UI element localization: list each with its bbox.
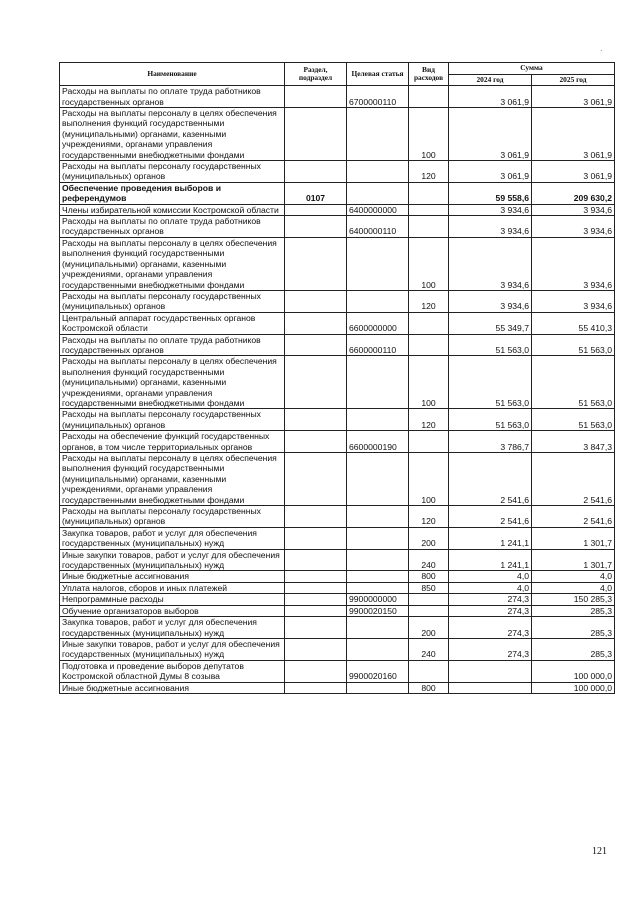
table-body [60,86,615,694]
row-section-cell [285,527,347,549]
table-row [60,356,615,409]
row-sum-2025-cell: 51 563,0 [532,334,615,356]
column-header-year-2024: 2024 год [449,74,532,86]
column-header-kind: Вид расходов [409,63,449,86]
row-section-cell [285,204,347,215]
row-section-cell [285,506,347,528]
row-target-cell [347,108,409,161]
row-sum-2024-cell [449,682,532,693]
row-kind-cell: 120 [409,161,449,183]
row-kind-cell [409,334,449,356]
row-kind-cell [409,182,449,204]
row-target-cell [347,527,409,549]
row-sum-2025-cell: 3 934,6 [532,216,615,238]
table-row [60,216,615,238]
table-row [60,682,615,693]
column-header-sum: Сумма [449,63,615,75]
row-sum-2024-cell: 4,0 [449,582,532,593]
row-section-cell [285,549,347,571]
row-sum-2024-cell: 3 934,6 [449,290,532,312]
row-name-cell: Подготовка и проведение выборов депутатов Костромской областной Думы 8 созыва [60,660,285,682]
row-name-cell: Расходы на выплаты по оплате труда работников государственных органов [60,86,285,108]
row-section-cell [285,334,347,356]
row-name-cell: Расходы на выплаты по оплате труда работников государственных органов [60,334,285,356]
row-name-cell: Расходы на выплаты персоналу государственных (муниципальных) органов [60,506,285,528]
row-target-cell: 9900020150 [347,605,409,616]
row-section-cell [285,594,347,605]
row-sum-2025-cell: 4,0 [532,582,615,593]
table-row [60,108,615,161]
row-section-cell [285,431,347,453]
row-name-cell: Члены избирательной комиссии Костромской области [60,204,285,215]
row-sum-2024-cell: 274,3 [449,594,532,605]
row-kind-cell [409,594,449,605]
row-section-cell [285,161,347,183]
row-sum-2025-cell: 51 563,0 [532,409,615,431]
row-section-cell [285,108,347,161]
row-sum-2024-cell: 1 241,1 [449,527,532,549]
row-kind-cell [409,660,449,682]
row-sum-2024-cell: 2 541,6 [449,453,532,506]
row-kind-cell: 100 [409,453,449,506]
row-section-cell [285,86,347,108]
row-sum-2024-cell: 51 563,0 [449,334,532,356]
row-target-cell: 6400000110 [347,216,409,238]
row-sum-2025-cell: 3 934,6 [532,290,615,312]
row-kind-cell: 200 [409,617,449,639]
table-row [60,312,615,334]
table-row [60,506,615,528]
row-sum-2024-cell: 1 241,1 [449,549,532,571]
row-section-cell [285,453,347,506]
table-row [60,617,615,639]
row-name-cell: Уплата налогов, сборов и иных платежей [60,582,285,593]
row-sum-2024-cell: 2 541,6 [449,506,532,528]
row-section-cell [285,216,347,238]
row-name-cell: Иные закупки товаров, работ и услуг для обеспечения государственных (муниципальных) нужд [60,549,285,571]
row-kind-cell: 120 [409,409,449,431]
row-name-cell: Иные закупки товаров, работ и услуг для обеспечения государственных (муниципальных) нужд [60,638,285,660]
column-header-year-2025: 2025 год [532,74,615,86]
row-kind-cell: 100 [409,237,449,290]
row-sum-2024-cell: 274,3 [449,605,532,616]
table-row [60,161,615,183]
row-name-cell: Обучение организаторов выборов [60,605,285,616]
row-kind-cell: 120 [409,506,449,528]
row-target-cell: 6700000110 [347,86,409,108]
row-kind-cell [409,431,449,453]
row-target-cell: 6600000110 [347,334,409,356]
page-number: 121 [592,846,607,857]
row-section-cell [285,638,347,660]
row-sum-2025-cell: 209 630,2 [532,182,615,204]
row-sum-2024-cell: 51 563,0 [449,409,532,431]
row-target-cell [347,409,409,431]
row-target-cell [347,182,409,204]
row-target-cell [347,161,409,183]
row-name-cell: Расходы на выплаты персоналу государственных (муниципальных) органов [60,161,285,183]
row-sum-2025-cell: 4,0 [532,571,615,582]
table-row [60,237,615,290]
row-kind-cell: 240 [409,638,449,660]
row-kind-cell: 200 [409,527,449,549]
row-sum-2025-cell: 150 285,3 [532,594,615,605]
row-section-cell [285,660,347,682]
row-sum-2025-cell: 100 000,0 [532,682,615,693]
row-sum-2025-cell: 3 061,9 [532,86,615,108]
row-target-cell: 6400000000 [347,204,409,215]
row-sum-2024-cell: 4,0 [449,571,532,582]
row-kind-cell [409,312,449,334]
row-sum-2024-cell: 3 934,6 [449,216,532,238]
row-sum-2024-cell: 3 061,9 [449,108,532,161]
budget-table [59,62,615,694]
row-name-cell: Закупка товаров, работ и услуг для обеспечения государственных (муниципальных) нужд [60,617,285,639]
row-sum-2024-cell: 3 061,9 [449,86,532,108]
row-sum-2024-cell: 274,3 [449,617,532,639]
row-section-cell [285,617,347,639]
row-kind-cell [409,605,449,616]
table-row [60,549,615,571]
row-section-cell [285,605,347,616]
row-target-cell [347,453,409,506]
row-name-cell: Расходы на выплаты персоналу государственных (муниципальных) органов [60,409,285,431]
row-section-cell [285,312,347,334]
row-sum-2024-cell: 55 349,7 [449,312,532,334]
column-header-section: Раздел, подраздел [285,63,347,86]
table-row [60,204,615,215]
table-row [60,605,615,616]
row-target-cell [347,617,409,639]
row-section-cell [285,682,347,693]
row-sum-2025-cell: 285,3 [532,617,615,639]
table-row [60,182,615,204]
row-kind-cell: 800 [409,682,449,693]
row-section-cell [285,237,347,290]
row-name-cell: Расходы на выплаты по оплате труда работников государственных органов [60,216,285,238]
row-sum-2024-cell [449,660,532,682]
row-target-cell [347,571,409,582]
row-name-cell: Расходы на выплаты персоналу в целях обеспечения выполнения функций государственными (муниципальными) органами, казенными учреждениями, органами управления государственными внебюджетными фондами [60,453,285,506]
row-target-cell [347,549,409,571]
table-row [60,86,615,108]
corner-mark: · [600,46,603,55]
column-header-name: Наименование [60,63,285,86]
row-target-cell [347,638,409,660]
row-kind-cell: 100 [409,356,449,409]
row-name-cell: Расходы на выплаты персоналу в целях обеспечения выполнения функций государственными (муниципальными) органами, казенными учреждениями, органами управления государственными внебюджетными фондами [60,108,285,161]
row-name-cell: Обеспечение проведения выборов и референдумов [60,182,285,204]
row-target-cell [347,506,409,528]
row-sum-2025-cell: 2 541,6 [532,453,615,506]
table-row [60,409,615,431]
row-section-cell [285,571,347,582]
row-target-cell [347,582,409,593]
table-row [60,527,615,549]
row-sum-2024-cell: 3 786,7 [449,431,532,453]
row-target-cell: 6600000190 [347,431,409,453]
table-header [60,63,615,86]
row-name-cell: Расходы на выплаты персоналу в целях обеспечения выполнения функций государственными (муниципальными) органами, казенными учреждениями, органами управления государственными внебюджетными фондами [60,237,285,290]
row-kind-cell [409,86,449,108]
row-kind-cell: 800 [409,571,449,582]
row-kind-cell [409,204,449,215]
row-sum-2025-cell: 285,3 [532,605,615,616]
row-kind-cell: 100 [409,108,449,161]
row-section-cell [285,290,347,312]
row-name-cell: Центральный аппарат государственных органов Костромской области [60,312,285,334]
row-sum-2025-cell: 55 410,3 [532,312,615,334]
row-sum-2024-cell: 3 934,6 [449,237,532,290]
table-row [60,431,615,453]
row-sum-2025-cell: 100 000,0 [532,660,615,682]
row-kind-cell: 850 [409,582,449,593]
row-target-cell [347,290,409,312]
table-row [60,594,615,605]
row-name-cell: Непрограммные расходы [60,594,285,605]
row-sum-2024-cell: 274,3 [449,638,532,660]
row-sum-2025-cell: 285,3 [532,638,615,660]
row-sum-2025-cell: 3 934,6 [532,204,615,215]
row-sum-2025-cell: 2 541,6 [532,506,615,528]
row-kind-cell [409,216,449,238]
table-row [60,334,615,356]
row-target-cell [347,682,409,693]
row-sum-2025-cell: 51 563,0 [532,356,615,409]
row-kind-cell: 240 [409,549,449,571]
row-sum-2024-cell: 51 563,0 [449,356,532,409]
row-target-cell: 9900020160 [347,660,409,682]
row-name-cell: Иные бюджетные ассигнования [60,682,285,693]
row-name-cell: Расходы на выплаты персоналу государственных (муниципальных) органов [60,290,285,312]
table-row [60,571,615,582]
row-section-cell [285,356,347,409]
row-name-cell: Иные бюджетные ассигнования [60,571,285,582]
table-row [60,660,615,682]
row-name-cell: Расходы на выплаты персоналу в целях обеспечения выполнения функций государственными (муниципальными) органами, казенными учреждениями, органами управления государственными внебюджетными фондами [60,356,285,409]
row-section-cell [285,409,347,431]
row-sum-2024-cell: 3 061,9 [449,161,532,183]
row-sum-2024-cell: 59 558,6 [449,182,532,204]
row-sum-2025-cell: 1 301,7 [532,549,615,571]
column-header-target: Целевая статья [347,63,409,86]
table-row [60,290,615,312]
table-row [60,582,615,593]
row-sum-2025-cell: 1 301,7 [532,527,615,549]
row-sum-2025-cell: 3 934,6 [532,237,615,290]
row-sum-2025-cell: 3 061,9 [532,161,615,183]
row-name-cell: Расходы на обеспечение функций государственных органов, в том числе территориальных органов [60,431,285,453]
row-target-cell: 9900000000 [347,594,409,605]
row-target-cell [347,237,409,290]
row-target-cell [347,356,409,409]
row-kind-cell: 120 [409,290,449,312]
table-row [60,453,615,506]
row-section-cell [285,582,347,593]
row-sum-2025-cell: 3 061,9 [532,108,615,161]
row-sum-2025-cell: 3 847,3 [532,431,615,453]
row-name-cell: Закупка товаров, работ и услуг для обеспечения государственных (муниципальных) нужд [60,527,285,549]
row-target-cell: 6600000000 [347,312,409,334]
row-sum-2024-cell: 3 934,6 [449,204,532,215]
row-section-cell: 0107 [285,182,347,204]
table-row [60,638,615,660]
